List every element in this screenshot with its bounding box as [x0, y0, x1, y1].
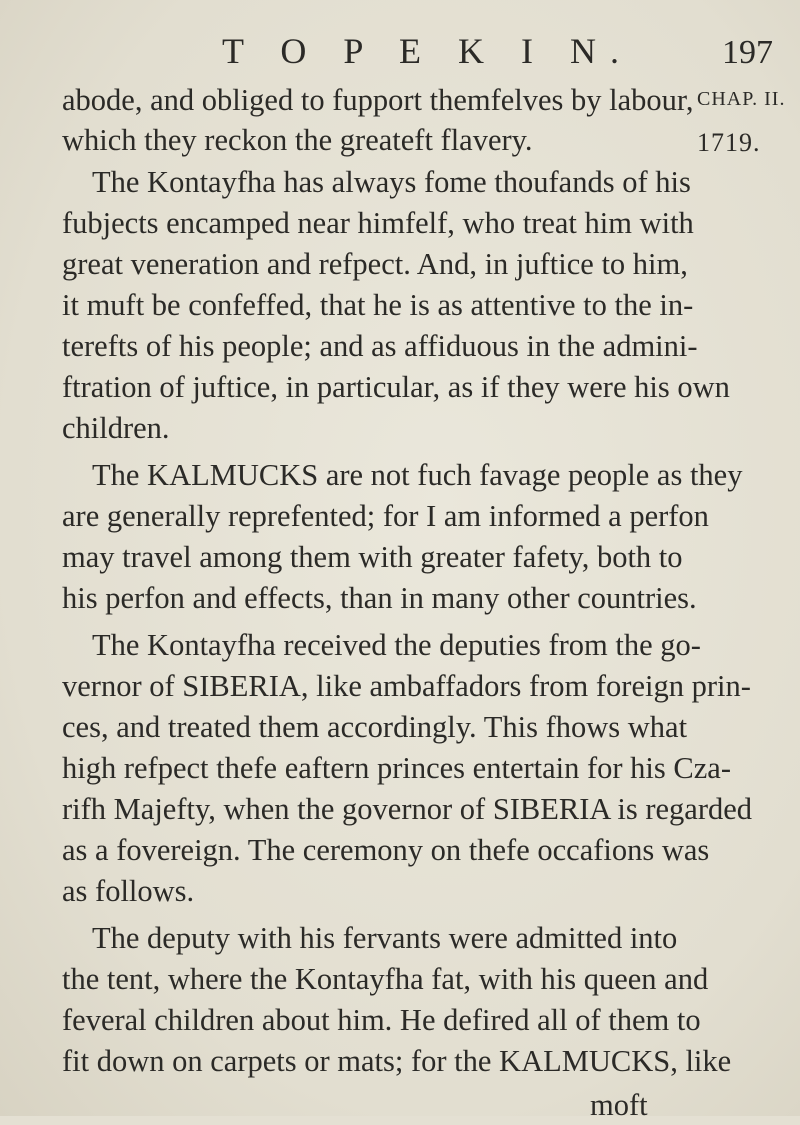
text-line: children. — [62, 411, 170, 445]
text-line: fit down on carpets or mats; for the KALMUCKS, like — [62, 1044, 732, 1078]
text-line: as follows. — [62, 874, 195, 908]
margin-chapter-note: CHAP. II. — [697, 88, 786, 110]
text-line: great veneration and refpect. And, in juftice to him, — [62, 247, 688, 281]
catchword: moft — [590, 1088, 648, 1122]
text-line: fubjects encamped near himfelf, who treat him with — [62, 206, 694, 240]
text-line: abode, and obliged to fupport themfelves by labour, — [62, 83, 694, 117]
text-line: the tent, where the Kontayfha fat, with his queen and — [62, 962, 709, 996]
text-line: which they reckon the greateft flavery. — [62, 123, 533, 157]
running-head — [0, 30, 800, 80]
text-line: rifh Majefty, when the governor of SIBERIA is regarded — [62, 792, 753, 826]
text-line: feveral children about him. He defired all of them to — [62, 1003, 701, 1037]
margin-year-note: 1719. — [697, 128, 761, 157]
text-line: The KALMUCKS are not fuch favage people as they — [92, 458, 743, 492]
text-line: ces, and treated them accordingly. This fhows what — [62, 710, 688, 744]
text-line: high refpect thefe eaftern princes entertain for his Cza- — [62, 751, 731, 785]
text-line: The Kontayfha received the deputies from the go- — [92, 628, 701, 662]
page-number: 197 — [722, 34, 773, 71]
text-line: it muft be confeffed, that he is as attentive to the in- — [62, 288, 694, 322]
text-line: his perfon and effects, than in many other countries. — [62, 581, 697, 615]
text-line: terefts of his people; and as affiduous in the admini- — [62, 329, 698, 363]
text-line: The deputy with his fervants were admitted into — [92, 921, 678, 955]
text-line: The Kontayfha has always fome thoufands of his — [92, 165, 691, 199]
text-line: may travel among them with greater fafety, both to — [62, 540, 683, 574]
running-title: T O P E K I N. — [222, 31, 633, 71]
text-line: vernor of SIBERIA, like ambaffadors from foreign prin- — [62, 669, 751, 703]
text-line: as a fovereign. The ceremony on thefe occafions was — [62, 833, 710, 867]
text-line: are generally reprefented; for I am informed a perfon — [62, 499, 709, 533]
text-line: ftration of juftice, in particular, as if they were his own — [62, 370, 730, 404]
